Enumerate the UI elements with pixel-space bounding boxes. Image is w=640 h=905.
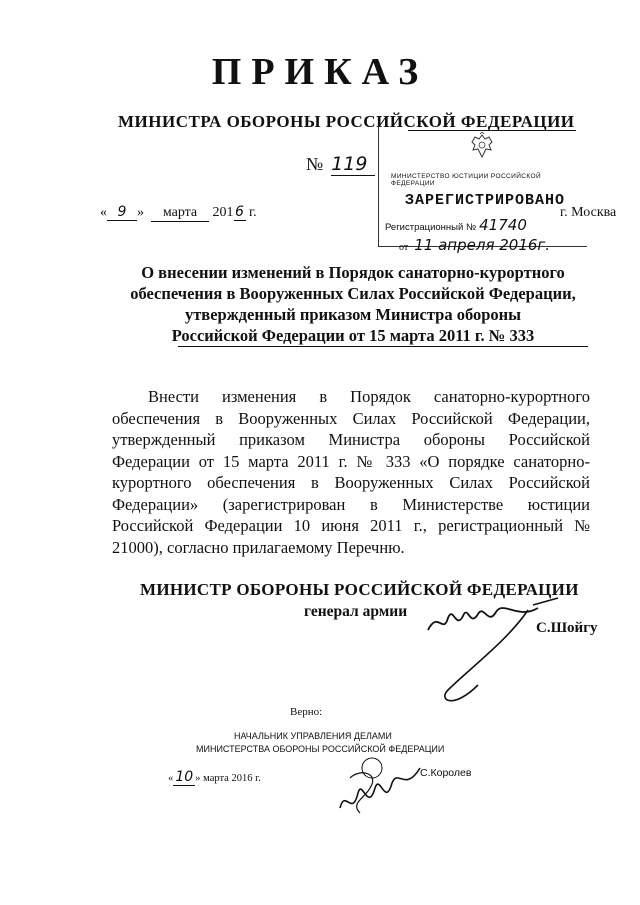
date-close-quote: » bbox=[137, 205, 144, 220]
registration-stamp bbox=[378, 126, 587, 254]
certifier-position: НАЧАЛЬНИК УПРАВЛЕНИЯ ДЕЛАМИ bbox=[234, 731, 392, 741]
order-number-label: № bbox=[306, 154, 324, 174]
certifier-organization: МИНИСТЕРСТВА ОБОРОНЫ РОССИЙСКОЙ ФЕДЕРАЦИИ bbox=[196, 744, 445, 754]
ministry-heading: МИНИСТРА ОБОРОНЫ РОССИЙСКОЙ ФЕДЕРАЦИИ bbox=[118, 112, 575, 131]
subject-underline bbox=[178, 346, 588, 347]
subject-line: обеспечения в Вооруженных Силах Российской Федерации, bbox=[130, 284, 576, 303]
date-day: 9 bbox=[107, 204, 137, 221]
document-title: ПРИКАЗ bbox=[211, 51, 429, 93]
date-year-unit: г. bbox=[249, 205, 257, 220]
cert-date-quote-open: « bbox=[168, 773, 174, 784]
date-open-quote: « bbox=[100, 205, 107, 220]
certifier-signature-icon bbox=[330, 748, 430, 828]
handwritten-signature-icon bbox=[408, 590, 568, 720]
cert-date-day: 10 bbox=[173, 769, 195, 786]
subject-line: Российской Федерации от 15 марта 2011 г. № 333 bbox=[171, 326, 535, 345]
signatory-name: С.Шойгу bbox=[536, 620, 598, 636]
cert-date-quote-close: » bbox=[195, 773, 201, 784]
stamp-status: ЗАРЕГИСТРИРОВАНО bbox=[405, 192, 566, 209]
stamp-reg-label: Регистрационный № bbox=[385, 222, 477, 233]
stamp-date-value: 11 апреля 2016г. bbox=[414, 236, 551, 254]
signatory-rank: генерал армии bbox=[304, 603, 408, 620]
stamp-reg-value: 41740 bbox=[479, 216, 527, 234]
subject-line: утвержденный приказом Министра обороны bbox=[184, 305, 522, 324]
stamp-ministry: МИНИСТЕРСТВО ЮСТИЦИИ РОССИЙСКОЙ ФЕДЕРАЦИИ bbox=[391, 173, 542, 187]
stamp-reg-number bbox=[385, 216, 527, 234]
date-month: марта bbox=[151, 205, 209, 222]
date-year-suffix: 6 bbox=[235, 204, 244, 220]
stamp-date bbox=[399, 236, 550, 254]
certifier-name: С.Королев bbox=[420, 767, 472, 779]
order-date bbox=[100, 204, 257, 222]
date-year-prefix: 201 bbox=[212, 205, 234, 220]
stamp-date-label: от bbox=[399, 242, 409, 253]
body-paragraph: Внести изменения в Порядок санаторно-курортного обеспечения в Вооруженных Силах Российской Федерации, утвержденный приказом Министра обороны Российской Федерации от 15 марта 2011 г. № 333 «О порядке санаторно-курортного обеспечения в Вооруженных Силах Российской Федерации» (зарегистрирован в Министерстве юстиции Российской Федерации 10 июня 2011 г., регистрационный № 21000), согласно прилагаемому Перечню. bbox=[112, 387, 590, 557]
subject-line: О внесении изменений в Порядок санаторно-курортного bbox=[141, 263, 565, 282]
signatory-title: МИНИСТР ОБОРОНЫ РОССИЙСКОЙ ФЕДЕРАЦИИ bbox=[140, 580, 579, 599]
city: г. Москва bbox=[560, 205, 617, 220]
certification-date bbox=[168, 769, 261, 786]
order-number bbox=[306, 153, 375, 176]
cert-date-rest: марта 2016 г. bbox=[203, 773, 261, 784]
order-number-value: 119 bbox=[331, 153, 375, 176]
order-subject bbox=[120, 262, 586, 346]
certification-label: Верно: bbox=[290, 706, 323, 718]
eagle-emblem-icon bbox=[469, 132, 495, 160]
